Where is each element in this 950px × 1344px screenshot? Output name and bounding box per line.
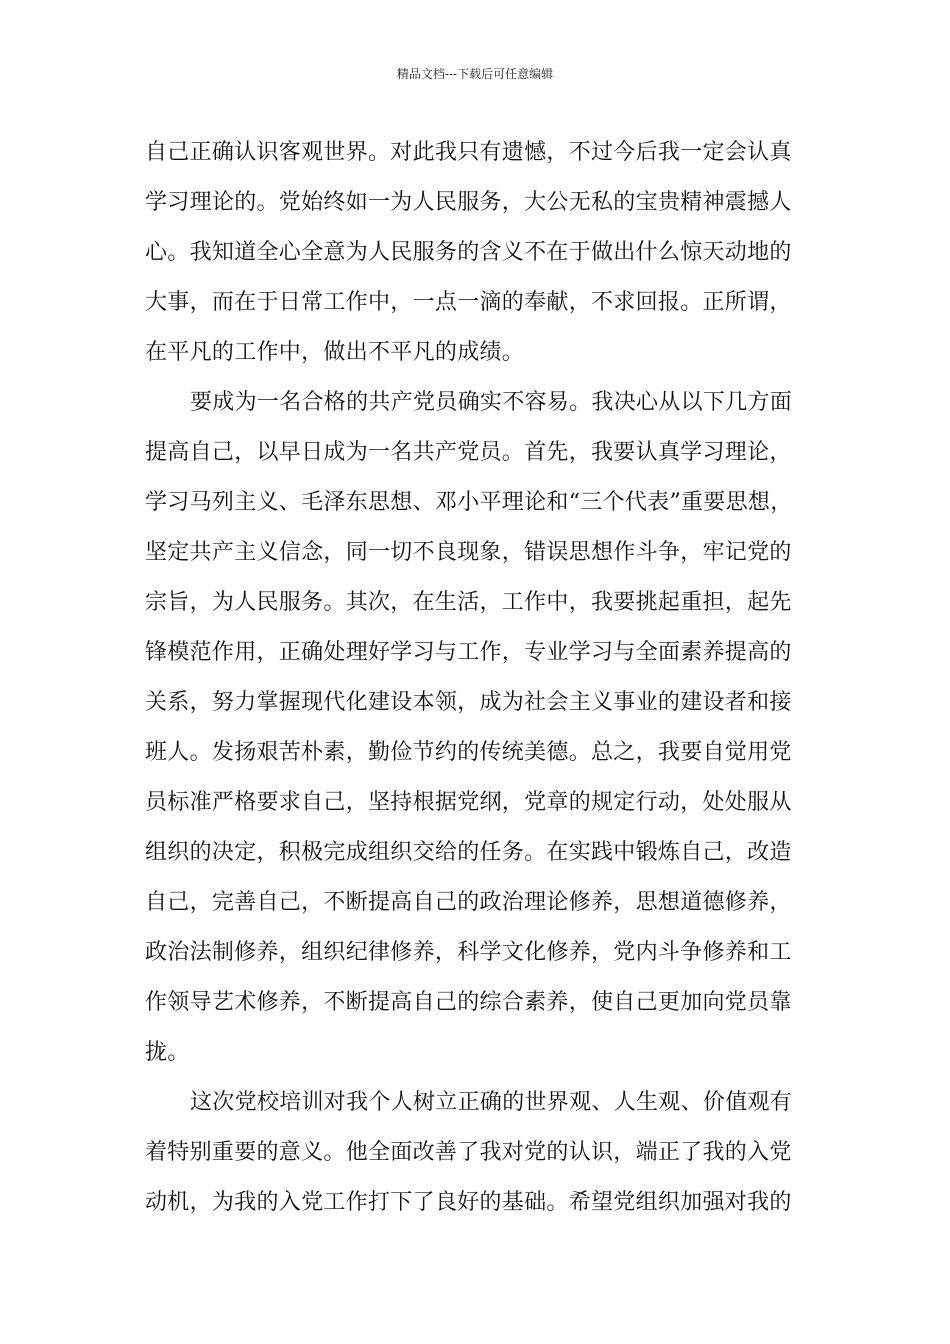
text-line: 心。我知道全心全意为人民服务的含义不在于做出什么惊天动地的 bbox=[145, 240, 792, 265]
text-line: 作领导艺术修养，不断提高自己的综合素养，使自己更加向党员靠 bbox=[145, 990, 792, 1015]
text-line: 提高自己，以早日成为一名共产党员。首先，我要认真学习理论， bbox=[145, 440, 792, 465]
text-line: 学习马列主义、毛泽东思想、邓小平理论和“三个代表”重要思想， bbox=[145, 490, 793, 515]
text-line: 员标准严格要求自己，坚持根据党纲，党章的规定行动，处处服从 bbox=[145, 790, 792, 815]
document-body bbox=[145, 128, 825, 1228]
paragraph-2 bbox=[145, 378, 825, 1078]
text-line: 着特别重要的意义。他全面改善了我对党的认识，端正了我的入党 bbox=[145, 1140, 792, 1165]
text-line: 政治法制修养，组织纪律修养，科学文化修养，党内斗争修养和工 bbox=[145, 940, 792, 965]
text-line: 在平凡的工作中，做出不平凡的成绩。 bbox=[145, 340, 525, 365]
paragraph-1 bbox=[145, 128, 825, 378]
text-line: 大事，而在于日常工作中，一点一滴的奉献，不求回报。正所谓， bbox=[145, 290, 792, 315]
text-line: 这次党校培训对我个人树立正确的世界观、人生观、价值观有 bbox=[190, 1090, 793, 1115]
text-line: 关系，努力掌握现代化建设本领，成为社会主义事业的建设者和接 bbox=[145, 690, 792, 715]
text-line: 自己，完善自己，不断提高自己的政治理论修养，思想道德修养， bbox=[145, 890, 792, 915]
text-line: 要成为一名合格的共产党员确实不容易。我决心从以下几方面 bbox=[190, 390, 793, 415]
text-line: 动机，为我的入党工作打下了良好的基础。希望党组织加强对我的 bbox=[145, 1190, 792, 1215]
page-header: 精品文档---下载后可任意编辑 bbox=[396, 67, 554, 81]
paragraph-3 bbox=[145, 1078, 825, 1228]
text-line: 学习理论的。党始终如一为人民服务，大公无私的宝贵精神震撼人 bbox=[145, 190, 792, 215]
text-line: 组织的决定，积极完成组织交给的任务。在实践中锻炼自己，改造 bbox=[145, 840, 792, 865]
text-line: 锋模范作用，正确处理好学习与工作，专业学习与全面素养提高的 bbox=[145, 640, 792, 665]
text-line: 拢。 bbox=[145, 1040, 190, 1065]
text-line: 自己正确认识客观世界。对此我只有遗憾，不过今后我一定会认真 bbox=[145, 140, 792, 165]
text-line: 宗旨，为人民服务。其次，在生活，工作中，我要挑起重担，起先 bbox=[145, 590, 792, 615]
text-line: 班人。发扬艰苦朴素，勤俭节约的传统美德。总之，我要自觉用党 bbox=[145, 740, 792, 765]
text-line: 坚定共产主义信念，同一切不良现象，错误思想作斗争，牢记党的 bbox=[145, 540, 792, 565]
